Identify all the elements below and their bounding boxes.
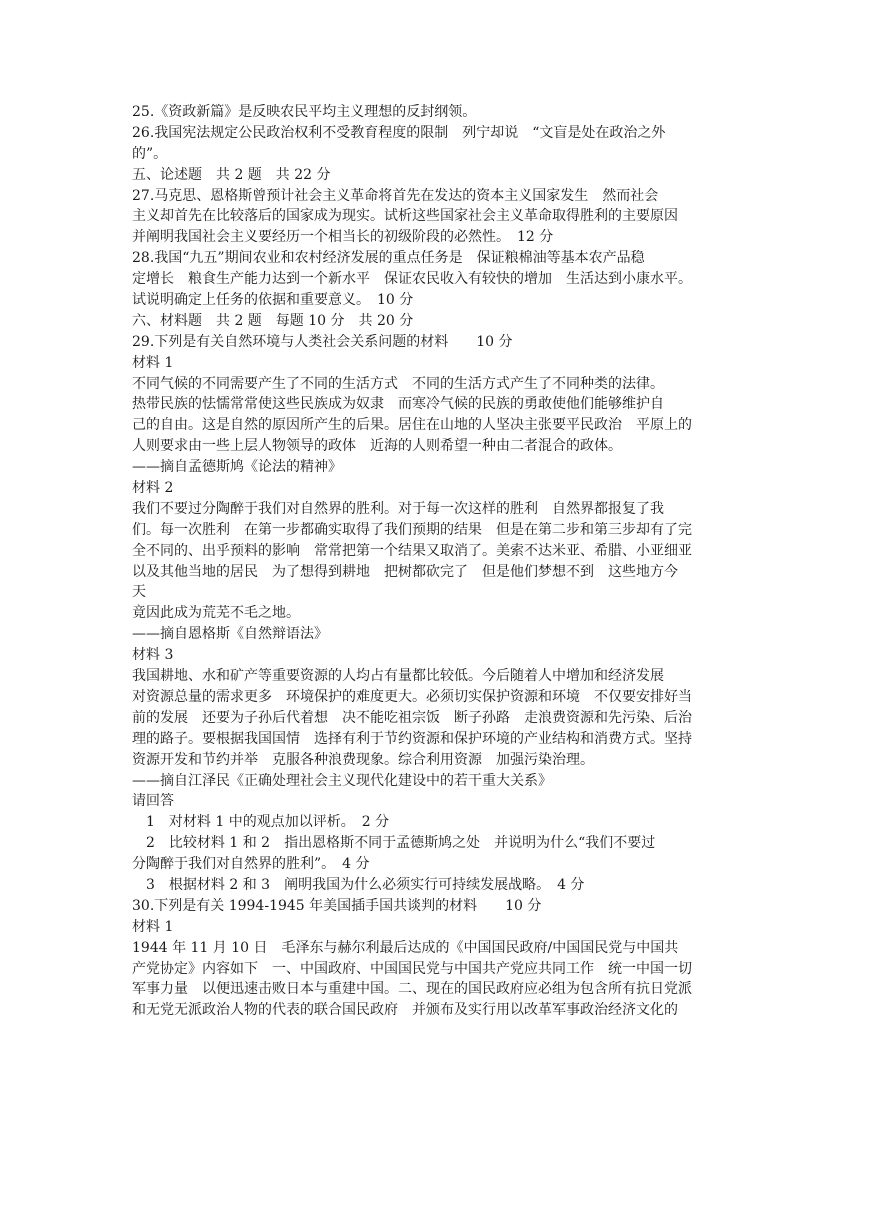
material-label: 材料 3	[132, 647, 174, 664]
text-line: 以及其他当地的居民 为了想得到耕地 把树都砍完了 但是他们梦想不到 这些地方今	[132, 563, 678, 580]
text-line: 资源开发和节约并举 克服各种浪费现象。综合利用资源 加强污染治理。	[132, 751, 594, 768]
question-item: 3 根据材料 2 和 3 阐明我国为什么必须实行可持续发展战略。 4 分	[132, 876, 585, 893]
section-heading: 五、论述题 共 2 题 共 22 分	[132, 166, 331, 183]
text-line: 们。每一次胜利 在第一步都确实取得了我们预期的结果 但是在第二步和第三步却有了完	[132, 521, 692, 538]
text-line: 28.我国“九五”期间农业和农村经济发展的重点任务是 保证粮棉油等基本农产品稳	[132, 250, 645, 267]
material-label: 材料 1	[132, 354, 174, 371]
text-line: 分陶醉于我们对自然界的胜利”。 4 分	[132, 856, 370, 873]
text-line: 热带民族的怯懦常常使这些民族成为奴隶 而寒冷气候的民族的勇敢使他们能够维护自	[132, 396, 664, 413]
text-line: 我国耕地、水和矿产等重要资源的人均占有量都比较低。今后随着人中增加和经济发展	[132, 668, 664, 685]
text-line: 军事力量 以便迅速击败日本与重建中国。二、现在的国民政府应必组为包含所有抗日党派	[132, 981, 692, 998]
text-line: 竟因此成为荒芜不毛之地。	[132, 605, 300, 622]
text-line: 请回答	[132, 793, 174, 810]
text-line: 己的自由。这是自然的原因所产生的后果。居住在山地的人坚决主张要平民政治 平原上的	[132, 417, 692, 434]
citation: ——摘自江泽民《正确处理社会主义现代化建设中的若干重大关系》	[132, 772, 552, 789]
text-line: 对资源总量的需求更多 环境保护的难度更大。必须切实保护资源和环境 不仅要安排好当	[132, 688, 692, 705]
text-line: 1944 年 11 月 10 日 毛泽东与赫尔利最后达成的《中国国民政府/中国国民党与中国共	[132, 939, 679, 956]
section-heading: 六、材料题 共 2 题 每题 10 分 共 20 分	[132, 312, 414, 329]
text-line: 30.下列是有关 1994-1945 年美国插手国共谈判的材料 10 分	[132, 897, 542, 914]
text-line: 天	[132, 584, 146, 601]
text-line: 26.我国宪法规定公民政治权利不受教育程度的限制 列宁却说 “文盲是处在政治之外	[132, 124, 666, 141]
question-item: 2 比较材料 1 和 2 指出恩格斯不同于孟德斯鸠之处 并说明为什么“我们不要过	[132, 835, 656, 852]
text-line: 的”。	[132, 145, 168, 162]
text-line: 主义却首先在比较落后的国家成为现实。试析这些国家社会主义革命取得胜利的主要原因	[132, 208, 678, 225]
citation: ——摘自孟德斯鸠《论法的精神》	[132, 459, 342, 476]
text-line: 我们不要过分陶醉于我们对自然界的胜利。对于每一次这样的胜利 自然界都报复了我	[132, 500, 664, 517]
text-line: 并阐明我国社会主义要经历一个相当长的初级阶段的必然性。 12 分	[132, 229, 554, 246]
text-line: 29.下列是有关自然环境与人类社会关系问题的材料 10 分	[132, 333, 513, 350]
text-line: 前的发展 还要为子孙后代着想 决不能吃祖宗饭 断子孙路 走浪费资源和先污染、后治	[132, 709, 692, 726]
text-line: 试说明确定上任务的依据和重要意义。 10 分	[132, 292, 414, 309]
text-line: 25.《资政新篇》是反映农民平均主义理想的反封纲领。	[132, 104, 477, 120]
citation: ——摘自恩格斯《自然辩语法》	[132, 626, 328, 643]
text-line: 人则要求由一些上层人物领导的政体 近海的人则希望一种由二者混合的政体。	[132, 438, 622, 455]
text-line: 和无党无派政治人物的代表的联合国民政府 并颁布及实行用以改革军事政治经济文化的	[132, 1002, 678, 1019]
text-line: 产党协定》内容如下 一、中国政府、中国国民党与中国共产党应共同工作 统一中国一切	[132, 960, 692, 977]
material-label: 材料 2	[132, 480, 174, 497]
question-item: 1 对材料 1 中的观点加以评析。 2 分	[132, 814, 390, 831]
text-line: 全不同的、出乎预料的影响 常常把第一个结果又取消了。美索不达米亚、希腊、小亚细亚	[132, 542, 692, 559]
text-line: 27.马克思、恩格斯曾预计社会主义革命将首先在发达的资本主义国家发生 然而社会	[132, 187, 659, 204]
text-line: 理的路子。要根据我国国情 选择有利于节约资源和保护环境的产业结构和消费方式。坚持	[132, 730, 692, 747]
text-line: 定增长 粮食生产能力达到一个新水平 保证农民收入有较快的增加 生活达到小康水平。	[132, 271, 692, 288]
text-line: 不同气候的不同需要产生了不同的生活方式 不同的生活方式产生了不同种类的法律。	[132, 375, 664, 392]
document-page	[132, 102, 832, 1021]
material-label: 材料 1	[132, 918, 174, 935]
